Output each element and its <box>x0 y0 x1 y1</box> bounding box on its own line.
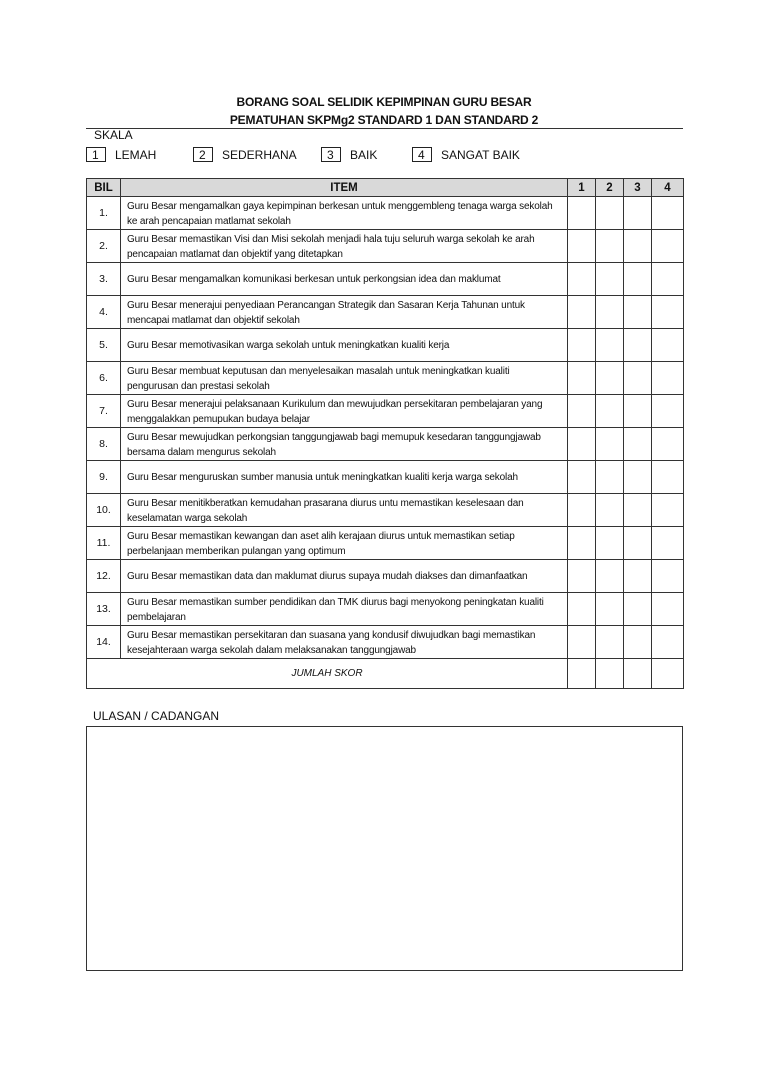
score-cell-4[interactable] <box>652 494 684 527</box>
score-cell-2[interactable] <box>596 494 624 527</box>
score-cell-4[interactable] <box>652 230 684 263</box>
table-row <box>87 329 684 362</box>
scale-item-sangat-baik <box>412 146 520 163</box>
score-cell-4[interactable] <box>652 461 684 494</box>
row-item-text: Guru Besar memastikan persekitaran dan suasana yang kondusif diwujudkan bagi memastikan kesejahteraan warga sekolah dalam melaksanakan tanggungjawab <box>121 626 568 659</box>
total-score-cell-1[interactable] <box>568 659 596 689</box>
scale-item-sederhana <box>193 146 297 163</box>
row-item-text: Guru Besar memastikan Visi dan Misi sekolah menjadi hala tuju seluruh warga sekolah ke arah pencapaian matlamat dan objektif yang ditetapkan <box>121 230 568 263</box>
score-cell-4[interactable] <box>652 362 684 395</box>
header-score-1: 1 <box>568 179 596 197</box>
row-item-text: Guru Besar menerajui penyediaan Perancangan Strategik dan Sasaran Kerja Tahunan untuk mencapai matlamat dan objektif sekolah <box>121 296 568 329</box>
score-cell-2[interactable] <box>596 527 624 560</box>
score-cell-3[interactable] <box>624 230 652 263</box>
row-item-text: Guru Besar memastikan kewangan dan aset alih kerajaan diurus untuk memastikan setiap perbelanjaan memberikan pulangan yang optimum <box>121 527 568 560</box>
total-score-cell-2[interactable] <box>596 659 624 689</box>
total-score-cell-3[interactable] <box>624 659 652 689</box>
score-cell-1[interactable] <box>568 263 596 296</box>
row-number: 11. <box>87 527 121 560</box>
questionnaire-table <box>86 178 684 689</box>
score-cell-4[interactable] <box>652 527 684 560</box>
score-cell-3[interactable] <box>624 362 652 395</box>
table-row <box>87 197 684 230</box>
score-cell-2[interactable] <box>596 593 624 626</box>
row-item-text: Guru Besar menitikberatkan kemudahan prasarana diurus untu memastikan keselesaan dan keselamatan warga sekolah <box>121 494 568 527</box>
score-cell-3[interactable] <box>624 494 652 527</box>
row-number: 8. <box>87 428 121 461</box>
score-cell-3[interactable] <box>624 527 652 560</box>
row-number: 14. <box>87 626 121 659</box>
table-row <box>87 362 684 395</box>
score-cell-1[interactable] <box>568 461 596 494</box>
scale-number-box: 1 <box>86 147 106 162</box>
table-row <box>87 560 684 593</box>
table-row <box>87 296 684 329</box>
header-bil: BIL <box>87 179 121 197</box>
score-cell-2[interactable] <box>596 329 624 362</box>
score-cell-2[interactable] <box>596 296 624 329</box>
scale-text: SANGAT BAIK <box>441 147 520 162</box>
score-cell-1[interactable] <box>568 230 596 263</box>
score-cell-1[interactable] <box>568 362 596 395</box>
score-cell-3[interactable] <box>624 560 652 593</box>
score-cell-1[interactable] <box>568 560 596 593</box>
table-row <box>87 428 684 461</box>
table-row <box>87 263 684 296</box>
table-row <box>87 395 684 428</box>
score-cell-4[interactable] <box>652 626 684 659</box>
score-cell-1[interactable] <box>568 494 596 527</box>
table-row <box>87 593 684 626</box>
row-number: 10. <box>87 494 121 527</box>
score-cell-3[interactable] <box>624 395 652 428</box>
score-cell-1[interactable] <box>568 197 596 230</box>
scale-item-lemah <box>86 146 156 163</box>
row-item-text: Guru Besar mengamalkan gaya kepimpinan berkesan untuk menggembleng tenaga warga sekolah ke arah pencapaian matlamat sekolah <box>121 197 568 230</box>
scale-number-box: 3 <box>321 147 341 162</box>
score-cell-2[interactable] <box>596 428 624 461</box>
score-cell-2[interactable] <box>596 395 624 428</box>
score-cell-2[interactable] <box>596 362 624 395</box>
header-score-3: 3 <box>624 179 652 197</box>
row-number: 9. <box>87 461 121 494</box>
score-cell-4[interactable] <box>652 296 684 329</box>
form-title-line2: PEMATUHAN SKPMg2 STANDARD 1 DAN STANDARD 2 <box>229 113 539 127</box>
row-item-text: Guru Besar mengamalkan komunikasi berkesan untuk perkongsian idea dan maklumat <box>121 263 568 296</box>
table-row <box>87 626 684 659</box>
score-cell-3[interactable] <box>624 263 652 296</box>
score-cell-4[interactable] <box>652 428 684 461</box>
row-item-text: Guru Besar memastikan sumber pendidikan dan TMK diurus bagi menyokong peningkatan kualiti pembelajaran <box>121 593 568 626</box>
form-title-line1: BORANG SOAL SELIDIK KEPIMPINAN GURU BESAR <box>236 95 532 109</box>
table-header-row <box>87 179 684 197</box>
scale-number-box: 4 <box>412 147 432 162</box>
row-item-text: Guru Besar memotivasikan warga sekolah untuk meningkatkan kualiti kerja <box>121 329 568 362</box>
score-cell-3[interactable] <box>624 626 652 659</box>
scale-label: SKALA <box>94 128 133 142</box>
row-item-text: Guru Besar menerajui pelaksanaan Kurikulum dan mewujudkan persekitaran pembelajaran yang menggalakkan pemupukan budaya belajar <box>121 395 568 428</box>
row-number: 13. <box>87 593 121 626</box>
score-cell-4[interactable] <box>652 263 684 296</box>
row-item-text: Guru Besar memastikan data dan maklumat diurus supaya mudah diakses dan dimanfaatkan <box>121 560 568 593</box>
header-divider <box>86 128 683 129</box>
score-cell-2[interactable] <box>596 626 624 659</box>
score-cell-2[interactable] <box>596 461 624 494</box>
table-row <box>87 461 684 494</box>
total-row <box>87 659 684 689</box>
row-number: 7. <box>87 395 121 428</box>
row-number: 12. <box>87 560 121 593</box>
score-cell-2[interactable] <box>596 230 624 263</box>
total-score-label: JUMLAH SKOR <box>87 659 568 689</box>
score-cell-1[interactable] <box>568 329 596 362</box>
row-item-text: Guru Besar membuat keputusan dan menyelesaikan masalah untuk meningkatkan kualiti pengurusan dan prestasi sekolah <box>121 362 568 395</box>
score-cell-2[interactable] <box>596 263 624 296</box>
row-number: 2. <box>87 230 121 263</box>
score-cell-4[interactable] <box>652 197 684 230</box>
row-number: 3. <box>87 263 121 296</box>
total-score-cell-4[interactable] <box>652 659 684 689</box>
row-number: 4. <box>87 296 121 329</box>
table-body <box>87 197 684 689</box>
table-row <box>87 230 684 263</box>
row-number: 6. <box>87 362 121 395</box>
score-cell-1[interactable] <box>568 527 596 560</box>
comments-box[interactable] <box>86 726 683 971</box>
scale-text: LEMAH <box>115 147 157 162</box>
score-cell-1[interactable] <box>568 626 596 659</box>
row-item-text: Guru Besar menguruskan sumber manusia untuk meningkatkan kualiti kerja warga sekolah <box>121 461 568 494</box>
row-number: 5. <box>87 329 121 362</box>
score-cell-3[interactable] <box>624 329 652 362</box>
score-cell-3[interactable] <box>624 593 652 626</box>
header-item: ITEM <box>121 179 568 197</box>
score-cell-4[interactable] <box>652 560 684 593</box>
scale-number-box: 2 <box>193 147 213 162</box>
score-cell-1[interactable] <box>568 395 596 428</box>
header-score-4: 4 <box>652 179 684 197</box>
header-score-2: 2 <box>596 179 624 197</box>
score-cell-3[interactable] <box>624 428 652 461</box>
score-cell-3[interactable] <box>624 197 652 230</box>
score-cell-1[interactable] <box>568 296 596 329</box>
row-number: 1. <box>87 197 121 230</box>
score-cell-1[interactable] <box>568 428 596 461</box>
scale-item-baik <box>321 146 377 163</box>
table-row <box>87 494 684 527</box>
score-cell-1[interactable] <box>568 593 596 626</box>
table-row <box>87 527 684 560</box>
score-cell-2[interactable] <box>596 560 624 593</box>
score-cell-4[interactable] <box>652 395 684 428</box>
score-cell-2[interactable] <box>596 197 624 230</box>
row-item-text: Guru Besar mewujudkan perkongsian tanggungjawab bagi memupuk kesedaran tanggungjawab bersama dalam mengurus sekolah <box>121 428 568 461</box>
score-cell-4[interactable] <box>652 329 684 362</box>
scale-text: BAIK <box>350 147 378 162</box>
comments-label: ULASAN / CADANGAN <box>93 709 220 723</box>
scale-text: SEDERHANA <box>222 147 297 162</box>
score-cell-3[interactable] <box>624 296 652 329</box>
score-cell-4[interactable] <box>652 593 684 626</box>
score-cell-3[interactable] <box>624 461 652 494</box>
